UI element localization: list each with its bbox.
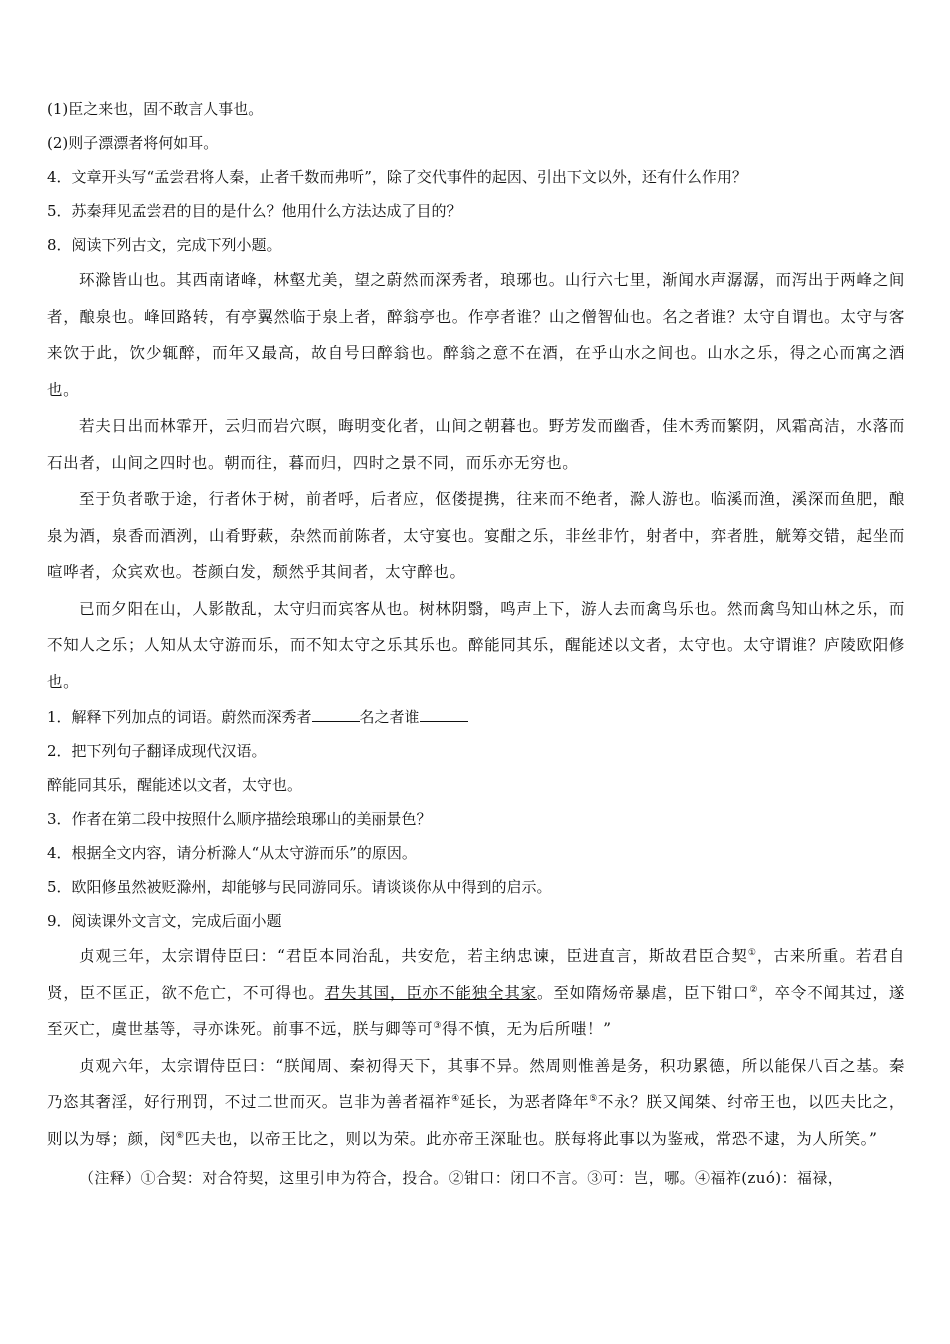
q9-passage-paragraph-2: 贞观六年，太宗谓侍臣曰：“朕闻周、秦初得天下，其事不异。然周则惟善是务，积功累德，所以能保八百之基。秦乃恣其奢淫，好行刑罚，不过二世而灭。岂非为善者福祚④延长，为恶者降年⑤不永？朕又闻桀、纣帝王也，以匹夫比之，则以为辱；颜，闵⑥匹夫也，以帝王比之，则以为荣。此亦帝王深耻也。朕每将此事以为鉴戒，常恐不逮，为人所笑。” [47,1056,905,1148]
q9-heading: 9．阅读课外文言文，完成后面小题 [47,912,282,930]
prev-item-1: (1)臣之来也，固不敢言人事也。 [47,100,264,118]
q8-sub-question-4: 4．根据全文内容，请分析滁人“从太守游而乐”的原因。 [47,844,417,862]
answer-blank-2[interactable] [420,707,468,722]
q8-translation-sentence: 醉能同其乐，醒能述以文者，太守也。 [47,776,303,794]
q8-passage-paragraph-3: 至于负者歌于途，行者休于树，前者呼，后者应，伛偻提携，往来而不绝者，滁人游也。临溪而渔，溪深而鱼肥，酿泉为酒，泉香而酒洌，山肴野蔌，杂然而前陈者，太守宴也。宴酣之乐，非丝非竹，射者中，弈者胜，觥筹交错，起坐而喧哗者，众宾欢也。苍颜白发，颓然乎其间者，太守醉也。 [47,490,905,581]
q8-sub-question-1: 1．解释下列加点的词语。蔚然而深秀者 名之者谁 [47,700,905,734]
prev-item-2: (2)则子漂漂者将何如耳。 [47,134,219,152]
underlined-sentence: 君失其国，臣亦不能独全其家 [324,983,537,1002]
q8-passage-paragraph-2: 若夫日出而林霏开，云归而岩穴暝，晦明变化者，山间之朝暮也。野芳发而幽香，佳木秀而繁阴，风霜高洁，水落而石出者，山间之四时也。朝而往，暮而归，四时之景不同，而乐亦无穷也。 [47,417,905,472]
q9-annotation-note: （注释）①合契：对合符契，这里引申为符合，投合。②钳口：闭口不言。③可：岂，哪。④福祚(zuó)：福禄， [79,1169,844,1187]
prev-question-4: 4．文章开头写“孟尝君将人秦，止者千数而弗听”，除了交代事件的起因、引出下文以外，还有什么作用？ [47,168,747,186]
answer-blank-1[interactable] [312,707,360,722]
q8-passage-paragraph-4: 已而夕阳在山，人影散乱，太守归而宾客从也。树林阴翳，鸣声上下，游人去而禽鸟乐也。然而禽鸟知山林之乐，而不知人之乐；人知从太守游而乐，而不知太守之乐其乐也。醉能同其乐，醒能述以文者，太守也。太守谓谁？庐陵欧阳修也。 [47,599,905,691]
q8-sub-question-2: 2．把下列句子翻译成现代汉语。 [47,742,267,760]
q8-passage-paragraph-1: 环滁皆山也。其西南诸峰，林壑尤美，望之蔚然而深秀者，琅琊也。山行六七里，渐闻水声潺潺，而泻出于两峰之间者，酿泉也。峰回路转，有亭翼然临于泉上者，醉翁亭也。作亭者谁？山之僧智仙也。名之者谁？太守自谓也。太守与客来饮于此，饮少辄醉，而年又最高，故自号曰醉翁也。醉翁之意不在酒，在乎山水之间也。山水之乐，得之心而寓之酒也。 [47,271,905,399]
q8-sub-question-3: 3．作者在第二段中按照什么顺序描绘琅琊山的美丽景色？ [47,810,432,828]
q9-passage-paragraph-1: 贞观三年，太宗谓侍臣曰：“君臣本同治乱，共安危，若主纳忠谏，臣进直言，斯故君臣合契①，古来所重。若君自贤，臣不匡正，欲不危亡，不可得也。君失其国，臣亦不能独全其家。至如隋炀帝暴虐，臣下钳口②，卒令不闻其过，遂至灭亡，虞世基等，寻亦诛死。前事不远，朕与卿等可③得不慎，无为后所嗤！” [47,947,906,1038]
q8-sub-question-5: 5．欧阳修虽然被贬滁州，却能够与民同游同乐。请谈谈你从中得到的启示。 [47,878,552,896]
prev-question-5: 5．苏秦拜见孟尝君的目的是什么？他用什么方法达成了目的？ [47,202,462,220]
q8-heading: 8．阅读下列古文，完成下列小题。 [47,236,282,254]
document-page [47,92,905,1195]
